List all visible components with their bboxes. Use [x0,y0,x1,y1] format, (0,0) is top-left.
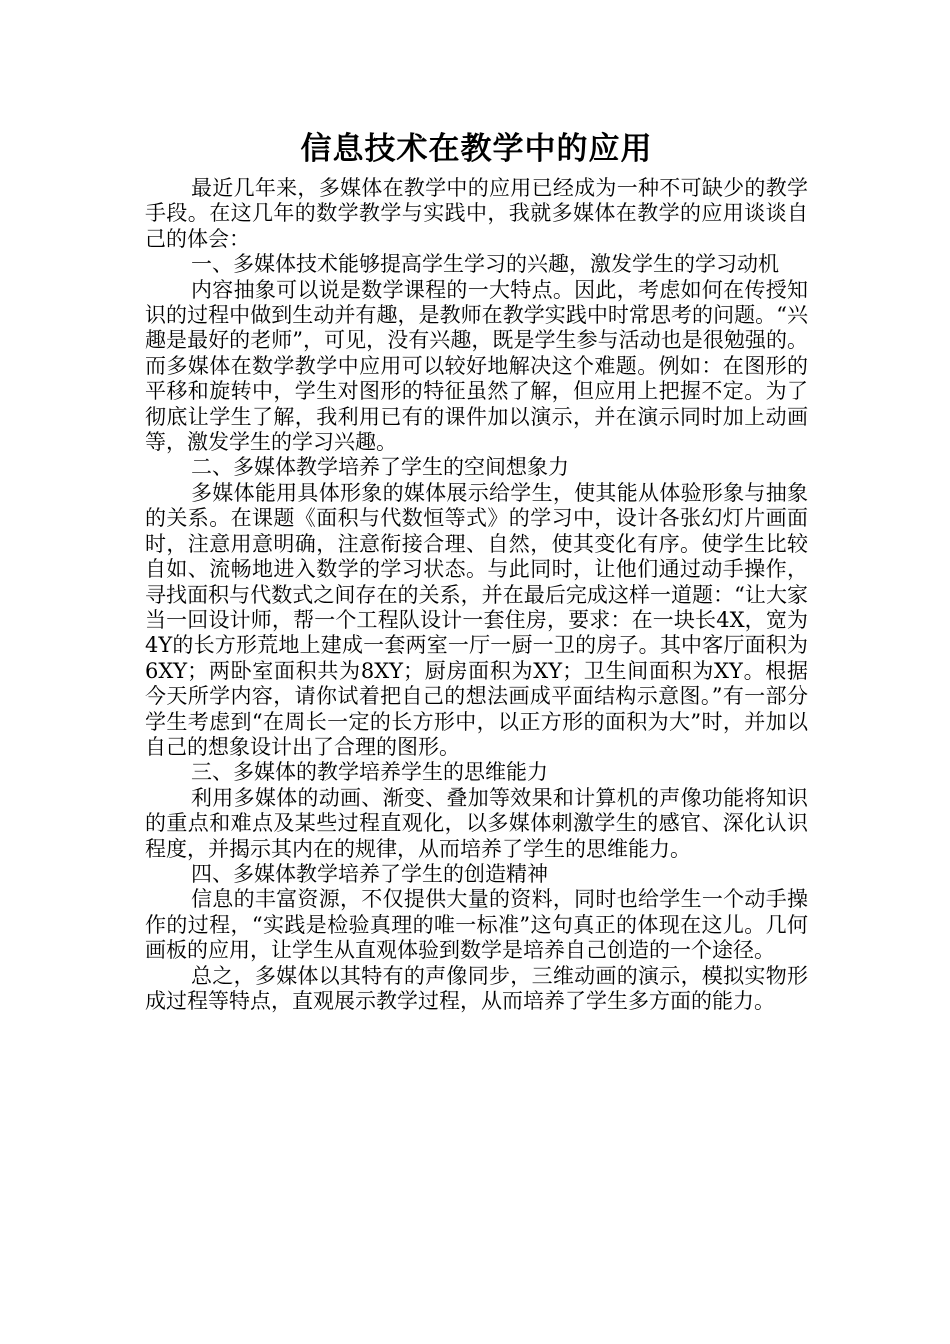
section-1-heading: 一、多媒体技术能够提高学生学习的兴趣，激发学生的学习动机 [191,252,779,277]
intro-paragraph: 最近几年来，多媒体在教学中的应用已经成为一种不可缺少的教学手段。在这几年的数学教学与实践中，我就多媒体在教学的应用谈谈自己的体会： [145,176,808,251]
section-2-body: 多媒体能用具体形象的媒体展示给学生，使其能从体验形象与抽象的关系。在课题《面积与代数恒等式》的学习中，设计各张幻灯片画面时，注意用意明确，注意衔接合理、自然，使其变化有序。使学生比较自如、流畅地进入数学的学习状态。与此同时，让他们通过动手操作，寻找面积与代数式之间存在的关系，并在最后完成这样一道题：“让大家当一回设计师，帮一个工程队设计一套住房，要求：在一块长4X，宽为4Y的长方形荒地上建成一套两室一厅一厨一卫的房子。其中客厅面积为6XY；两卧室面积共为8XY；厨房面积为XY；卫生间面积为XY。根据今天所学内容，请你试着把自己的想法画成平面结构示意图。”有一部分学生考虑到“在周长一定的长方形中，以正方形的面积为大”时，并加以自己的想象设计出了合理的图形。 [145,480,808,759]
document-page [145,126,808,1014]
section-4-body: 信息的丰富资源，不仅提供大量的资料，同时也给学生一个动手操作的过程，“实践是检验真理的唯一标准”这句真正的体现在这儿。几何画板的应用，让学生从直观体验到数学是培养自己创造的一个途径。 [145,887,808,963]
section-4-heading: 四、多媒体教学培养了学生的创造精神 [191,861,548,886]
section-1-body: 内容抽象可以说是数学课程的一大特点。因此，考虑如何在传授知识的过程中做到生动并有趣，是教师在教学实践中时常思考的问题。“兴趣是最好的老师”，可见，没有兴趣，既是学生参与活动也是很勉强的。而多媒体在数学教学中应用可以较好地解决这个难题。例如：在图形的平移和旋转中，学生对图形的特征虽然了解，但应用上把握不定。为了彻底让学生了解，我利用已有的课件加以演示，并在演示同时加上动画等，激发学生的学习兴趣。 [145,277,808,455]
document-title: 信息技术在教学中的应用 [300,131,653,167]
conclusion-paragraph: 总之，多媒体以其特有的声像同步，三维动画的演示，模拟实物形成过程等特点，直观展示教学过程，从而培养了学生多方面的能力。 [145,963,808,1013]
section-3-heading: 三、多媒体的教学培养学生的思维能力 [191,760,548,785]
section-2-heading: 二、多媒体教学培养了学生的空间想象力 [191,455,569,480]
section-3-body: 利用多媒体的动画、渐变、叠加等效果和计算机的声像功能将知识的重点和难点及某些过程直观化，以多媒体刺激学生的感官、深化认识程度，并揭示其内在的规律，从而培养了学生的思维能力。 [145,785,808,861]
